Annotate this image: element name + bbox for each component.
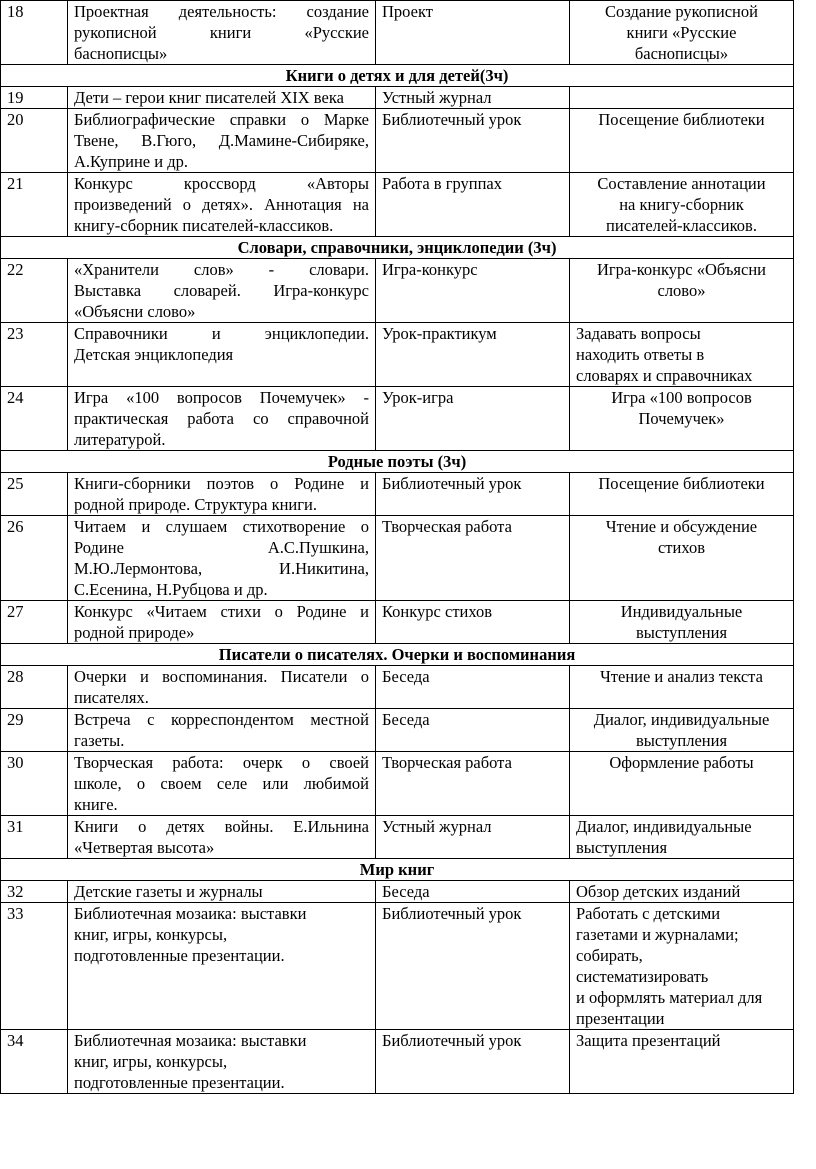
student-activity <box>570 259 794 323</box>
lesson-topic <box>68 709 376 752</box>
activity-line: Посещение библиотеки <box>598 474 765 493</box>
activity-line: Работать с детскими <box>576 904 721 923</box>
activity-line: Составление аннотации <box>597 174 766 193</box>
lesson-form <box>376 516 570 601</box>
lesson-number: 18 <box>1 1 68 65</box>
topic-line: Книги о детях войны. Е.Ильнина <box>74 817 369 836</box>
form-line: Библиотечный урок <box>382 904 522 923</box>
form-line: Творческая работа <box>382 753 512 772</box>
table-row <box>1 1030 794 1094</box>
student-activity <box>570 1030 794 1094</box>
topic-line: С.Есенина, Н.Рубцова и др. <box>74 580 268 599</box>
lesson-topic <box>68 601 376 644</box>
lesson-topic <box>68 109 376 173</box>
topic-line: школе, о своем селе или любимой <box>74 774 369 793</box>
topic-line: М.Ю.Лермонтова, И.Никитина, <box>74 559 369 578</box>
topic-line: Книги-сборники поэтов о Родине и <box>74 474 369 493</box>
lesson-form <box>376 109 570 173</box>
lesson-topic <box>68 173 376 237</box>
lesson-form <box>376 816 570 859</box>
topic-line: «Объясни слово» <box>74 302 196 321</box>
activity-line: Игра «100 вопросов <box>611 388 752 407</box>
form-line: Устный журнал <box>382 817 492 836</box>
form-line: Беседа <box>382 882 430 901</box>
form-line: Устный журнал <box>382 88 492 107</box>
student-activity <box>570 173 794 237</box>
student-activity <box>570 666 794 709</box>
lesson-form <box>376 752 570 816</box>
topic-line: Очерки и воспоминания. Писатели о <box>74 667 369 686</box>
topic-line: подготовленные презентации. <box>74 1073 285 1092</box>
form-line: Урок-практикум <box>382 324 497 343</box>
lesson-form <box>376 903 570 1030</box>
topic-line: Конкурс «Читаем стихи о Родине и <box>74 602 369 621</box>
activity-line: Игра-конкурс «Объясни <box>597 260 766 279</box>
lesson-number: 22 <box>1 259 68 323</box>
activity-line: стихов <box>657 538 706 557</box>
activity-line: систематизировать <box>576 967 709 986</box>
student-activity <box>570 601 794 644</box>
lesson-topic <box>68 1 376 65</box>
topic-line: Твене, В.Гюго, Д.Мамине-Сибиряке, <box>74 131 369 150</box>
topic-line: Библиотечная мозаика: выставки <box>74 1031 307 1050</box>
lesson-form <box>376 259 570 323</box>
lesson-topic <box>68 666 376 709</box>
student-activity <box>570 387 794 451</box>
topic-line: Читаем и слушаем стихотворение о <box>74 517 369 536</box>
lesson-form <box>376 387 570 451</box>
form-line: Беседа <box>382 710 430 729</box>
topic-line: Встреча с корреспондентом местной <box>74 710 369 729</box>
activity-line: Диалог, индивидуальные <box>593 710 770 729</box>
topic-line: произведений о детях». Аннотация на <box>74 195 369 214</box>
table-body <box>1 1 794 1094</box>
table-row <box>1 816 794 859</box>
form-line: Проект <box>382 2 433 21</box>
lesson-topic <box>68 1030 376 1094</box>
activity-line: на книгу-сборник <box>619 195 744 214</box>
section-header-row <box>1 451 794 473</box>
activity-line: Оформление работы <box>609 753 754 772</box>
section-header-row <box>1 65 794 87</box>
topic-line: Родине А.С.Пушкина, <box>74 538 369 557</box>
activity-line: Индивидуальные <box>620 602 743 621</box>
lesson-form <box>376 666 570 709</box>
lesson-topic <box>68 473 376 516</box>
table-row <box>1 903 794 1030</box>
activity-line: Посещение библиотеки <box>598 110 765 129</box>
topic-line: подготовленные презентации. <box>74 946 285 965</box>
topic-line: Детские газеты и журналы <box>74 882 263 901</box>
lesson-number: 29 <box>1 709 68 752</box>
section-title: Словари, справочники, энциклопедии (3ч) <box>1 237 794 259</box>
topic-line: писателях. <box>74 688 149 707</box>
activity-line: выступления <box>635 731 728 750</box>
student-activity <box>570 87 794 109</box>
lesson-number: 20 <box>1 109 68 173</box>
topic-line: А.Куприне и др. <box>74 152 188 171</box>
activity-line: Защита презентаций <box>576 1031 721 1050</box>
student-activity <box>570 323 794 387</box>
section-title: Мир книг <box>1 859 794 881</box>
form-line: Библиотечный урок <box>382 1031 522 1050</box>
activity-line: презентации <box>576 1009 665 1028</box>
form-line: Творческая работа <box>382 517 512 536</box>
lesson-form <box>376 1030 570 1094</box>
topic-line: Игра «100 вопросов Почемучек» - <box>74 388 369 407</box>
lesson-form <box>376 881 570 903</box>
student-activity <box>570 752 794 816</box>
activity-line: выступления <box>635 623 728 642</box>
activity-line: словарях и справочниках <box>576 366 753 385</box>
form-line: Конкурс стихов <box>382 602 493 621</box>
table-row <box>1 516 794 601</box>
lesson-number: 26 <box>1 516 68 601</box>
activity-line: Задавать вопросы <box>576 324 701 343</box>
table-row <box>1 473 794 516</box>
topic-line: Библиотечная мозаика: выставки <box>74 904 307 923</box>
student-activity <box>570 881 794 903</box>
lesson-topic <box>68 387 376 451</box>
activity-line: собирать, <box>576 946 643 965</box>
table-row <box>1 323 794 387</box>
lesson-number: 32 <box>1 881 68 903</box>
lesson-number: 28 <box>1 666 68 709</box>
activity-line: Диалог, индивидуальные <box>576 817 752 836</box>
student-activity <box>570 1 794 65</box>
table-row <box>1 881 794 903</box>
table-row <box>1 387 794 451</box>
table-row <box>1 752 794 816</box>
lesson-number: 31 <box>1 816 68 859</box>
topic-line: газеты. <box>74 731 125 750</box>
lesson-form <box>376 1 570 65</box>
lesson-number: 27 <box>1 601 68 644</box>
lesson-topic <box>68 752 376 816</box>
activity-line: Создание рукописной <box>605 2 758 21</box>
activity-line: выступления <box>576 838 668 857</box>
topic-line: «Четвертая высота» <box>74 838 215 857</box>
activity-line: слово» <box>657 281 706 300</box>
topic-line: Выставка словарей. Игра-конкурс <box>74 281 369 300</box>
lesson-number: 33 <box>1 903 68 1030</box>
table-row <box>1 259 794 323</box>
form-line: Библиотечный урок <box>382 474 522 493</box>
student-activity <box>570 709 794 752</box>
lesson-topic <box>68 816 376 859</box>
student-activity <box>570 109 794 173</box>
topic-line: Детская энциклопедия <box>74 345 234 364</box>
lesson-topic <box>68 881 376 903</box>
section-header-row <box>1 237 794 259</box>
activity-line: Чтение и обсуждение <box>605 517 758 536</box>
section-title: Писатели о писателях. Очерки и воспоминания <box>1 644 794 666</box>
lesson-number: 24 <box>1 387 68 451</box>
lesson-number: 30 <box>1 752 68 816</box>
table-row <box>1 173 794 237</box>
lesson-topic <box>68 516 376 601</box>
topic-line: книг, игры, конкурсы, <box>74 925 228 944</box>
lesson-topic <box>68 259 376 323</box>
lesson-form <box>376 709 570 752</box>
section-title: Родные поэты (3ч) <box>1 451 794 473</box>
table-row <box>1 87 794 109</box>
lesson-number: 21 <box>1 173 68 237</box>
topic-line: Конкурс кроссворд «Авторы <box>74 174 369 193</box>
lesson-number: 34 <box>1 1030 68 1094</box>
lesson-topic <box>68 323 376 387</box>
lesson-number: 25 <box>1 473 68 516</box>
lesson-topic <box>68 903 376 1030</box>
topic-line: практическая работа со справочной <box>74 409 369 428</box>
topic-line: родной природе. Структура книги. <box>74 495 317 514</box>
topic-line: Библиографические справки о Марке <box>74 110 369 129</box>
topic-line: литературой. <box>74 430 166 449</box>
student-activity <box>570 816 794 859</box>
lesson-form <box>376 473 570 516</box>
table-row <box>1 109 794 173</box>
activity-line: находить ответы в <box>576 345 705 364</box>
table-row <box>1 601 794 644</box>
lesson-form <box>376 601 570 644</box>
topic-line: рукописной книги «Русские <box>74 23 369 42</box>
activity-line: баснописцы» <box>634 44 729 63</box>
lesson-form <box>376 173 570 237</box>
lesson-number: 19 <box>1 87 68 109</box>
form-line: Беседа <box>382 667 430 686</box>
topic-line: «Хранители слов» - словари. <box>74 260 369 279</box>
section-header-row <box>1 644 794 666</box>
section-title: Книги о детях и для детей(3ч) <box>1 65 794 87</box>
form-line: Работа в группах <box>382 174 502 193</box>
activity-line: Обзор детских изданий <box>576 882 741 901</box>
form-line: Библиотечный урок <box>382 110 522 129</box>
lesson-topic <box>68 87 376 109</box>
topic-line: баснописцы» <box>74 44 168 63</box>
topic-line: Дети – герои книг писателей XIX века <box>74 88 344 107</box>
activity-line: книги «Русские <box>626 23 737 42</box>
topic-line: книге. <box>74 795 118 814</box>
student-activity <box>570 903 794 1030</box>
table-row <box>1 709 794 752</box>
table-row <box>1 666 794 709</box>
activity-line: Чтение и анализ текста <box>600 667 763 686</box>
form-line: Урок-игра <box>382 388 454 407</box>
topic-line: Справочники и энциклопедии. <box>74 324 369 343</box>
topic-line: книгу-сборник писателей-классиков. <box>74 216 334 235</box>
activity-line: и оформлять материал для <box>576 988 763 1007</box>
student-activity <box>570 516 794 601</box>
lesson-number: 23 <box>1 323 68 387</box>
section-header-row <box>1 859 794 881</box>
topic-line: Проектная деятельность: создание <box>74 2 369 21</box>
activity-line: Почемучек» <box>638 409 725 428</box>
activity-line: газетами и журналами; <box>576 925 739 944</box>
student-activity <box>570 473 794 516</box>
form-line: Игра-конкурс <box>382 260 478 279</box>
lesson-form <box>376 87 570 109</box>
table-row <box>1 1 794 65</box>
topic-line: родной природе» <box>74 623 195 642</box>
topic-line: книг, игры, конкурсы, <box>74 1052 228 1071</box>
activity-line: писателей-классиков. <box>606 216 757 235</box>
lesson-form <box>376 323 570 387</box>
topic-line: Творческая работа: очерк о своей <box>74 753 369 772</box>
